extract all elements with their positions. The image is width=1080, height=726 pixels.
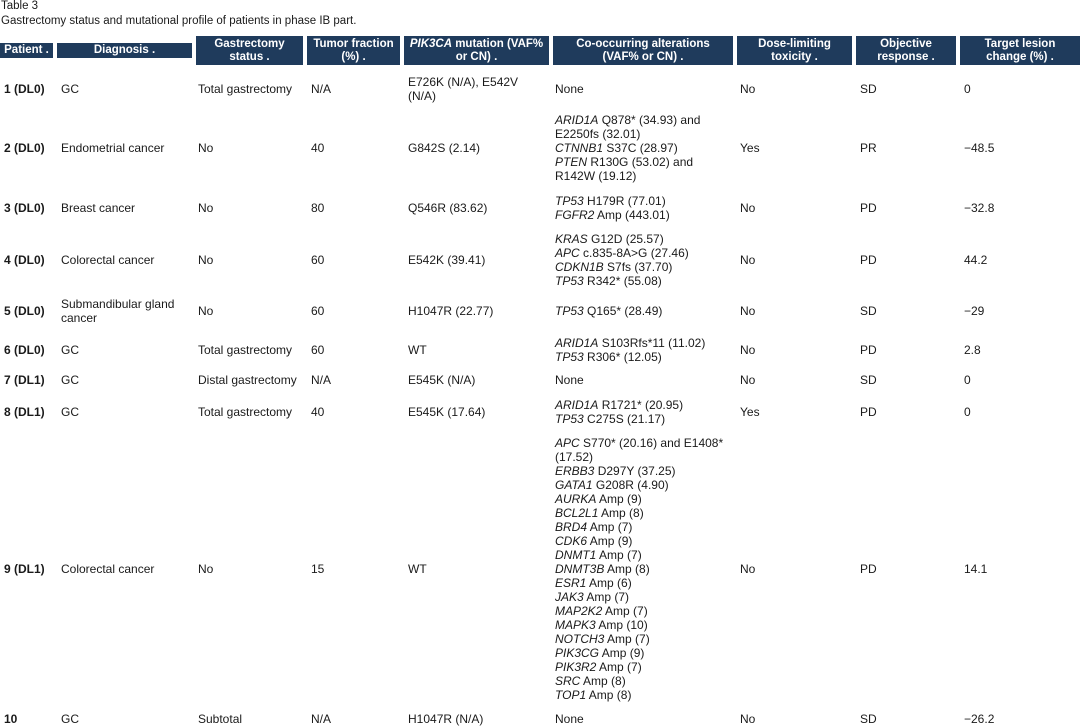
alteration-detail: Amp (7) <box>596 548 642 562</box>
alteration-detail: S770* (20.16) and E1408* <box>579 436 724 450</box>
alteration-line <box>555 604 723 618</box>
patient-id: 1 (DL0) <box>4 82 45 96</box>
alteration-line <box>555 688 723 702</box>
gene-name: TP53 <box>555 304 584 318</box>
alteration-line <box>555 492 723 506</box>
tumor-fraction-cell: 60 <box>311 304 325 318</box>
alterations-cell <box>555 82 584 96</box>
pik3ca-cell: E545K (N/A) <box>408 373 476 387</box>
gene-name: ARID1A <box>555 398 599 412</box>
alteration-line <box>555 450 723 464</box>
target-change-cell: −29 <box>964 304 985 318</box>
gene-name: GATA1 <box>555 478 593 492</box>
alteration-detail: G208R (4.90) <box>592 478 669 492</box>
target-change-cell: 0 <box>964 373 971 387</box>
pik3ca-cell: E545K (17.64) <box>408 405 486 419</box>
alteration-line <box>555 260 689 274</box>
target-change-cell: 0 <box>964 82 971 96</box>
gastrectomy-cell: Total gastrectomy <box>198 405 293 419</box>
gene-name: BRD4 <box>555 520 588 534</box>
alteration-line <box>555 618 723 632</box>
gastrectomy-cell: Total gastrectomy <box>198 82 293 96</box>
alteration-line <box>555 478 723 492</box>
gastrectomy-cell: No <box>198 562 214 576</box>
alteration-line <box>555 590 723 604</box>
alteration-detail: Amp (7) <box>604 632 650 646</box>
target-change-cell: 0 <box>964 405 971 419</box>
diagnosis-cell: GC <box>61 405 79 419</box>
alteration-detail: Amp (7) <box>602 604 648 618</box>
alteration-line <box>555 141 700 155</box>
alteration-detail: None <box>555 373 584 387</box>
dlt-cell: No <box>740 373 756 387</box>
patient-id: 4 (DL0) <box>4 253 45 267</box>
gene-name: CDK6 <box>555 534 588 548</box>
gene-name: TP53 <box>555 274 584 288</box>
alteration-line <box>555 562 723 576</box>
dlt-cell: No <box>740 712 756 726</box>
response-cell: PR <box>860 141 877 155</box>
alterations-cell <box>555 373 584 387</box>
tumor-fraction-cell: 80 <box>311 201 325 215</box>
alteration-detail: None <box>555 712 584 726</box>
response-cell: SD <box>860 712 877 726</box>
patient-id: 2 (DL0) <box>4 141 45 155</box>
alteration-detail: None <box>555 82 584 96</box>
alteration-line <box>555 646 723 660</box>
gene-name: KRAS <box>555 232 588 246</box>
header-gastrectomy: Gastrectomy status . <box>196 36 303 65</box>
alteration-detail: S7fs (37.70) <box>603 260 673 274</box>
header-pik3ca: PIK3CA mutation (VAF% or CN) . <box>404 36 549 65</box>
alteration-line <box>555 660 723 674</box>
pik3ca-cell: WT <box>408 562 427 576</box>
alteration-line <box>555 712 584 726</box>
patient-id: 8 (DL1) <box>4 405 45 419</box>
patient-id: 7 (DL1) <box>4 373 45 387</box>
dlt-cell: No <box>740 304 756 318</box>
alteration-line <box>555 548 723 562</box>
pik3ca-cell: WT <box>408 343 427 357</box>
target-change-cell: 14.1 <box>964 562 988 576</box>
alteration-line <box>555 373 584 387</box>
patient-id: 6 (DL0) <box>4 343 45 357</box>
alteration-detail: Amp (8) <box>580 674 626 688</box>
alteration-detail: c.835-8A>G (27.46) <box>579 246 689 260</box>
alteration-line <box>555 506 723 520</box>
alteration-detail: R130G (53.02) and <box>587 155 694 169</box>
response-cell: SD <box>860 82 877 96</box>
alteration-line <box>555 398 683 412</box>
header-target-change: Target lesion change (%) . <box>960 36 1080 65</box>
gene-name: APC <box>555 436 580 450</box>
response-cell: SD <box>860 304 877 318</box>
diagnosis-cell: Colorectal cancer <box>61 253 155 267</box>
gene-name: PIK3R2 <box>555 660 597 674</box>
alterations-cell <box>555 436 723 702</box>
tumor-fraction-cell: 40 <box>311 405 325 419</box>
target-change-cell: −48.5 <box>964 141 995 155</box>
alteration-detail: S37C (28.97) <box>603 141 678 155</box>
diagnosis-cell: Breast cancer <box>61 201 136 215</box>
gene-name: TP53 <box>555 412 584 426</box>
pik3ca-cell: H1047R (22.77) <box>408 304 494 318</box>
header-tumor-fraction: Tumor fraction (%) . <box>307 36 400 65</box>
gene-name: ARID1A <box>555 113 599 127</box>
pik3ca-cell: E542K (39.41) <box>408 253 486 267</box>
alteration-line <box>555 232 689 246</box>
dlt-cell: No <box>740 562 756 576</box>
diagnosis-cell: GC <box>61 343 79 357</box>
alteration-detail: R306* (12.05) <box>583 350 662 364</box>
alteration-line <box>555 169 700 183</box>
gastrectomy-cell: No <box>198 201 214 215</box>
alterations-cell <box>555 304 662 318</box>
header-co-occurring: Co-occurring alterations (VAF% or CN) . <box>553 36 733 65</box>
patient-id: 10 <box>4 712 18 726</box>
alteration-line <box>555 208 670 222</box>
target-change-cell: 2.8 <box>964 343 981 357</box>
alteration-detail: Amp (8) <box>598 506 644 520</box>
alteration-detail: Amp (443.01) <box>594 208 670 222</box>
alteration-detail: R342* (55.08) <box>583 274 662 288</box>
diagnosis-cell: GC <box>61 82 79 96</box>
gene-name: PTEN <box>555 155 588 169</box>
tumor-fraction-cell: 60 <box>311 343 325 357</box>
alteration-detail: Amp (9) <box>599 646 645 660</box>
alteration-line <box>555 632 723 646</box>
alteration-line <box>555 155 700 169</box>
dlt-cell: No <box>740 253 756 267</box>
alteration-detail: H179R (77.01) <box>583 194 666 208</box>
gene-name: DNMT3B <box>555 562 605 576</box>
gastrectomy-cell: No <box>198 141 214 155</box>
response-cell: SD <box>860 373 877 387</box>
gene-name: PIK3CG <box>555 646 600 660</box>
patient-id: 3 (DL0) <box>4 201 45 215</box>
alteration-line <box>555 113 700 127</box>
pik3ca-cell: Q546R (83.62) <box>408 201 488 215</box>
tumor-fraction-cell: N/A <box>311 712 332 726</box>
header-dlt: Dose-limiting toxicity . <box>737 36 852 65</box>
target-change-cell: 44.2 <box>964 253 988 267</box>
response-cell: PD <box>860 562 877 576</box>
gene-name: TP53 <box>555 350 584 364</box>
alteration-line <box>555 304 662 318</box>
alteration-line <box>555 194 670 208</box>
gene-name: CDKN1B <box>555 260 604 274</box>
alteration-detail: R142W (19.12) <box>555 169 637 183</box>
gene-name: APC <box>555 246 580 260</box>
alteration-line <box>555 412 683 426</box>
gene-name: FGFR2 <box>555 208 595 222</box>
pik3ca-cell: H1047R (N/A) <box>408 712 484 726</box>
tumor-fraction-cell: 15 <box>311 562 325 576</box>
target-change-cell: −26.2 <box>964 712 995 726</box>
tumor-fraction-cell: N/A <box>311 373 332 387</box>
dlt-cell: No <box>740 82 756 96</box>
dlt-cell: No <box>740 201 756 215</box>
alteration-detail: Q878* (34.93) and <box>598 113 701 127</box>
gene-name: TP53 <box>555 194 584 208</box>
header-response: Objective response . <box>856 36 956 65</box>
alteration-line <box>555 246 689 260</box>
alterations-cell <box>555 194 670 222</box>
alteration-detail: Amp (7) <box>587 520 633 534</box>
dlt-cell: Yes <box>740 405 760 419</box>
alterations-cell <box>555 113 700 183</box>
gene-name: ESR1 <box>555 576 587 590</box>
gene-name: BCL2L1 <box>555 506 599 520</box>
alteration-line <box>555 82 584 96</box>
alteration-detail: Amp (9) <box>587 534 633 548</box>
alteration-detail: Amp (9) <box>596 492 642 506</box>
alteration-detail: Q165* (28.49) <box>583 304 663 318</box>
pik3ca-cell: G842S (2.14) <box>408 141 481 155</box>
alteration-line <box>555 464 723 478</box>
header-patient: Patient . <box>0 43 53 58</box>
diagnosis-cell: Endometrial cancer <box>61 141 165 155</box>
gene-name: TOP1 <box>555 688 587 702</box>
alteration-detail: S103Rfs*11 (11.02) <box>598 336 706 350</box>
alteration-detail: Amp (7) <box>583 590 630 604</box>
dlt-cell: No <box>740 343 756 357</box>
alteration-line <box>555 520 723 534</box>
alteration-detail: (17.52) <box>555 450 594 464</box>
alteration-detail: C275S (21.17) <box>583 412 666 426</box>
alteration-line <box>555 336 705 350</box>
gene-name: DNMT1 <box>555 548 597 562</box>
alterations-cell <box>555 398 683 426</box>
gastrectomy-cell: No <box>198 304 214 318</box>
alteration-line <box>555 436 723 450</box>
gene-name: SRC <box>555 674 581 688</box>
alteration-line <box>555 350 705 364</box>
response-cell: PD <box>860 253 877 267</box>
tumor-fraction-cell: N/A <box>311 82 332 96</box>
gastrectomy-cell: Total gastrectomy <box>198 343 293 357</box>
gene-name: MAPK3 <box>555 618 596 632</box>
alteration-line <box>555 674 723 688</box>
gene-name: JAK3 <box>555 590 584 604</box>
alteration-detail: G12D (25.57) <box>587 232 664 246</box>
alterations-cell <box>555 336 705 364</box>
alteration-detail: Amp (7) <box>596 660 642 674</box>
alteration-line <box>555 576 723 590</box>
table-label: Table 3 <box>1 0 39 12</box>
alteration-line <box>555 274 689 288</box>
gene-name: MAP2K2 <box>555 604 603 618</box>
alteration-detail: E2250fs (32.01) <box>555 127 641 141</box>
patient-id: 9 (DL1) <box>4 562 45 576</box>
response-cell: PD <box>860 201 877 215</box>
alteration-detail: Amp (8) <box>604 562 650 576</box>
gene-name: NOTCH3 <box>555 632 605 646</box>
pik3ca-cell: E726K (N/A), E542V (N/A) <box>408 75 519 103</box>
gene-name: AURKA <box>555 492 597 506</box>
patient-id: 5 (DL0) <box>4 304 45 318</box>
response-cell: PD <box>860 405 877 419</box>
alteration-detail: Amp (10) <box>595 618 648 632</box>
table-caption: Gastrectomy status and mutational profile of patients in phase IB part. <box>1 15 357 27</box>
alteration-detail: R1721* (20.95) <box>598 398 684 412</box>
alteration-line <box>555 127 700 141</box>
gene-name: ARID1A <box>555 336 599 350</box>
tumor-fraction-cell: 40 <box>311 141 325 155</box>
gastrectomy-cell: No <box>198 253 214 267</box>
diagnosis-cell: Colorectal cancer <box>61 562 155 576</box>
tumor-fraction-cell: 60 <box>311 253 325 267</box>
gastrectomy-cell: Distal gastrectomy <box>198 373 297 387</box>
alteration-detail: Amp (8) <box>586 688 632 702</box>
gene-name: ERBB3 <box>555 464 595 478</box>
gene-name: CTNNB1 <box>555 141 604 155</box>
target-change-cell: −32.8 <box>964 201 995 215</box>
diagnosis-cell: GC <box>61 712 79 726</box>
response-cell: PD <box>860 343 877 357</box>
alterations-cell <box>555 232 689 288</box>
diagnosis-cell: Submandibular gland cancer <box>61 297 175 325</box>
alteration-detail: Amp (6) <box>586 576 632 590</box>
alteration-line <box>555 534 723 548</box>
alterations-cell <box>555 712 584 726</box>
diagnosis-cell: GC <box>61 373 79 387</box>
alteration-detail: D297Y (37.25) <box>594 464 676 478</box>
dlt-cell: Yes <box>740 141 760 155</box>
gastrectomy-cell: Subtotal <box>198 712 243 726</box>
header-diagnosis: Diagnosis . <box>57 43 192 58</box>
